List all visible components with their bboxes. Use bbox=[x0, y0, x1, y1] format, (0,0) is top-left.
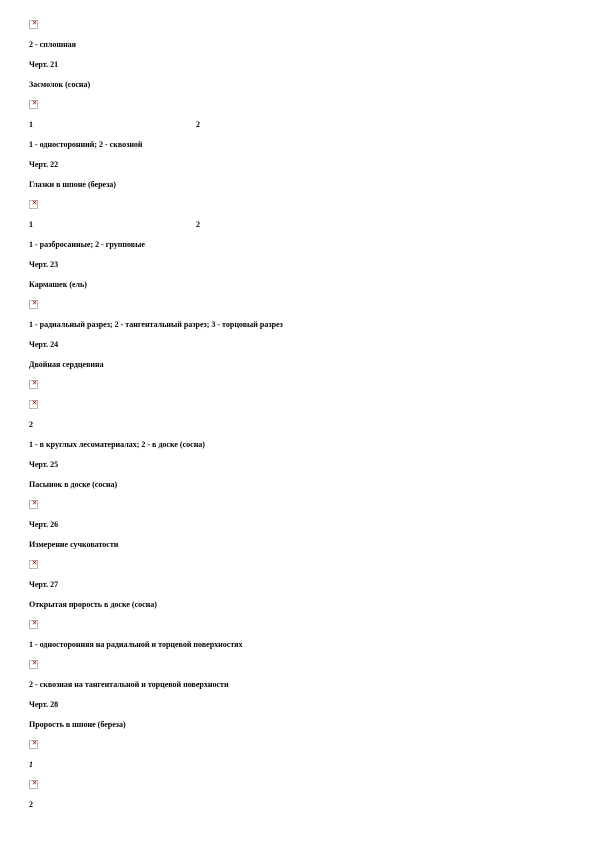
figure-number: Черт. 22 bbox=[29, 160, 59, 169]
caption-text: 1 - односторонняя на радиальной и торцевой поверхностях bbox=[29, 640, 243, 649]
broken-image-icon bbox=[29, 380, 38, 389]
caption-text: 2 - сквозная на тангентальной и торцевой поверхности bbox=[29, 680, 229, 689]
figure-number: Черт. 23 bbox=[29, 260, 59, 269]
figure-title: Кармашек (ель) bbox=[29, 280, 87, 289]
broken-image-icon bbox=[29, 500, 38, 509]
caption-text: 2 - сплошная bbox=[29, 40, 77, 49]
broken-image-icon bbox=[29, 740, 38, 749]
figure-label-1: 1 bbox=[29, 220, 33, 229]
figure-title: Измерение сучковатости bbox=[29, 540, 119, 549]
broken-image-icon bbox=[29, 300, 38, 309]
broken-image-icon bbox=[29, 560, 38, 569]
figure-number: Черт. 27 bbox=[29, 580, 59, 589]
figure-number: Черт. 21 bbox=[29, 60, 59, 69]
caption-text: 1 - радиальный разрез; 2 - тангентальный разрез; 3 - торцовый разрез bbox=[29, 320, 283, 329]
figure-title: Двойная сердцевина bbox=[29, 360, 104, 369]
figure-number: Черт. 28 bbox=[29, 700, 59, 709]
broken-image-icon bbox=[29, 400, 38, 409]
caption-text: 1 - односторонний; 2 - сквозной bbox=[29, 140, 143, 149]
figure-title: Прорость в шпоне (береза) bbox=[29, 720, 126, 729]
caption-text: 1 - разбросанные; 2 - групповые bbox=[29, 240, 145, 249]
figure-label-2: 2 bbox=[196, 120, 200, 129]
figure-title: Глазки в шпоне (береза) bbox=[29, 180, 116, 189]
figure-number: Черт. 26 bbox=[29, 520, 59, 529]
figure-label-1: 1 bbox=[29, 760, 33, 769]
broken-image-icon bbox=[29, 660, 38, 669]
broken-image-icon bbox=[29, 620, 38, 629]
figure-title: Пасынок в доске (сосна) bbox=[29, 480, 118, 489]
broken-image-icon bbox=[29, 20, 38, 29]
figure-title: Засмолок (сосна) bbox=[29, 80, 91, 89]
caption-text: 1 - в круглых лесоматериалах; 2 - в доске (сосна) bbox=[29, 440, 205, 449]
broken-image-icon bbox=[29, 100, 38, 109]
figure-label-2: 2 bbox=[29, 420, 33, 429]
figure-title: Открытая прорость в доске (сосна) bbox=[29, 600, 157, 609]
figure-label-1: 1 bbox=[29, 120, 33, 129]
broken-image-icon bbox=[29, 200, 38, 209]
figure-number: Черт. 25 bbox=[29, 460, 59, 469]
broken-image-icon bbox=[29, 780, 38, 789]
figure-number: Черт. 24 bbox=[29, 340, 59, 349]
figure-label-2: 2 bbox=[196, 220, 200, 229]
figure-label-2: 2 bbox=[29, 800, 33, 809]
